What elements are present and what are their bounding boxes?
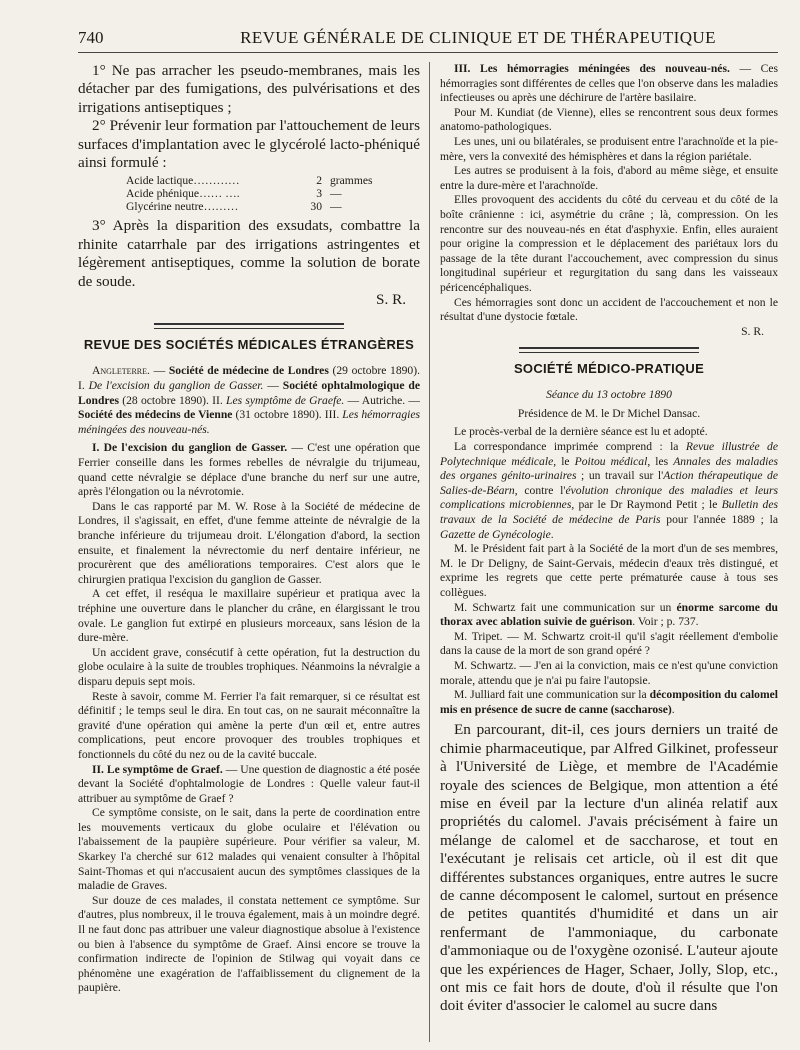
article-graef-p3: Sur douze de ces malades, il constata nettement ce symptôme. Sur d'autres, plus nombreux, il le trouva également, mais à un moindre degré. Il ne faut donc pas attribuer une valeur diagnostique absolue à l'existence ou bien à l'absence du symptôme de Graef. Ainsi encore se trouve la confirmation indirecte de l'opinion de Stilwag qui voyait dans ce phénomène une exagération de l'affaiblissement du clignement de la paupière. <box>78 893 420 995</box>
running-header <box>78 28 778 53</box>
article-gasser-p3: A cet effet, il reséqua le maxillaire supérieur et pratiqua avec la tréphine une ouverture dans le plancher du crâne, en élargissant le trou ovale. Le ganglion fut extirpé en plusieurs morceaux, sans lésion de la dure-mère. <box>78 587 420 645</box>
treatment-item-3: 3° Après la disparition des exsudats, combattre la rhinite catarrhale par des irrigations astringentes et légèrement antiseptiques, comme la solution de borate de soude. <box>78 217 420 290</box>
article-hemorrhages-p1: III. Les hémorragies méningées des nouveau-nés. — Ces hémorragies sont différentes de celles que l'on observe dans les maladies infectieuses ou après une déchirure de l'artère basilaire. <box>440 62 778 105</box>
recipe-line: Acide lactique………… 2 grammes <box>126 174 373 188</box>
julliard-communication: M. Julliard fait une communication sur la décomposition du calomel mis en présence de sucre de canne (saccharose). <box>440 688 778 716</box>
article-gasser-p2: Dans le cas rapporté par M. W. Rose à la Société de médecine de Londres, il s'agissait, en effet, d'une femme atteinte de névralgie de la branche inférieure du trijumeau droit. L'élongation d'abord, la section ensuite, et finalement la névrectomie du nerf dentaire inférieur, ne procurèrent que des améliorations temporaires. C'est alors que le chirurgien pratiqua l'excision du ganglion de Gasser. <box>78 499 420 586</box>
article-hemorrhages-p5: Elles provoquent des accidents du côté du cerveau et du côté de la boîte crânienne : ici, asymétrie du crâne ; là, compression. On les rencontre sur des nouveau-nés en état d'asphyxie. Enfin, elles auraient pour origine la compression et le déplacement des pariétaux lors du passage de la tête durant l'accouchement, avec compression du sinus longitudinal supérieur et regurgitation du sang dans les vaisseaux péricencéphaliques. <box>440 193 778 294</box>
minutes-adopted: Le procès-verbal de la dernière séance est lu et adopté. <box>454 425 708 439</box>
article-title-gasser: I. De l'excision du ganglion de Gasser. <box>92 441 288 455</box>
article-title-graef: II. Le symptôme de Graef. <box>92 762 223 776</box>
ornamental-rule <box>519 347 699 353</box>
article-hemorrhages-p4: Les autres se produisent à la fois, d'abord au même siège, et ensuite entre la dure-mère et l'arachnoïde. <box>440 164 778 192</box>
tripet-question: M. Tripet. — M. Schwartz croit-il qu'il s'agit réellement d'embolie dans la cause de la mort de son grand opéré ? <box>440 629 778 658</box>
calomel-discussion: En parcourant, dit-il, ces jours derniers un traité de chimie pharmaceutique, par Alfred Gilkinet, professeur à l'Université de Liège, et membre de l'Académie royale des sciences de Belgique, mon attention a été mise en éveil par la lecture d'un alinéa relatif aux propriétés du calomel. J'avais précisément à faire un mélange de calomel et de saccharose, et tout en l'exécutant je relisais cet article, où il est dit que différentes substances organiques, entre autres le sucre de canne décomposent le calomel, surtout en présence de petites quantités d'humidité et dans un air renfermant de l'ammoniaque, du carbonate d'ammoniaque ou de l'oxygène ozonisé. L'auteur ajoute que les expériences de Hager, Schaer, Jolly, Slop, etc., ont mis ce fait hors de doute, d'où il résulte que l'on doit éviter d'associer le calomel au sucre dans <box>440 721 778 1015</box>
section-summary: Angleterre. — Société de médecine de Londres (29 octobre 1890). I. De l'excision du ganglion de Gasser. — Société ophtalmologique de Londres (28 octobre 1890). II. Les symptôme de Graefe. — Autriche. — Société des médecins de Vienne (31 octobre 1890). III. Les hémorragies méningées des nouveau-nés. <box>78 364 420 436</box>
treatment-item-2: 2° Prévenir leur formation par l'attouchement de leurs surfaces d'implantation avec le glycérolé lacto-phéniqué ainsi formulé : <box>78 117 420 172</box>
author-initials: S. R. <box>741 324 764 338</box>
president-announcement: M. le Président fait part à la Société de la mort d'un de ses membres, M. le Dr Deligny, de Saint-Gervais, médecin d'eaux très distingué, et exprime les regrets que cette perte prématurée cause à tous ses collègues. <box>440 542 778 599</box>
treatment-item-1: 1° Ne pas arracher les pseudo-membranes, mais les détacher par des fumigations, des pulvérisations et des irrigations antiseptiques ; <box>78 62 420 116</box>
presidency-line: Présidence de M. le Dr Michel Dansac. <box>517 406 701 420</box>
session-date: Séance du 13 octobre 1890 <box>546 388 672 402</box>
article-gasser-p4: Un accident grave, consécutif à cette opération, fut la destruction du globe oculaire à la suite de troubles trophiques. Néanmoins la névralgie a disparu depuis sept mois. <box>78 645 420 688</box>
article-graef-p2: Ce symptôme consiste, on le sait, dans la perte de coordination entre les mouvements verticaux du globe oculaire et l'élévation ou l'abaissement de la paupière supérieure. Pour vérifier sa valeur, M. Skarkey l'a cherché sur 612 malades qui venaient consulter à l'hôpital Saint-Thomas et qui n'accusaient aucun des symptômes classiques de la maladie de Graves. <box>78 806 420 893</box>
page-number: 740 <box>78 28 104 47</box>
right-column <box>440 62 778 1040</box>
section-heading-medico-pratique: SOCIÉTÉ MÉDICO-PRATIQUE <box>513 361 705 377</box>
section-heading-foreign-societies: REVUE DES SOCIÉTÉS MÉDICALES ÉTRANGÈRES <box>83 337 415 353</box>
formula-recipe <box>126 174 420 213</box>
column-divider <box>429 62 430 1042</box>
schwartz-reply: M. Schwartz. — J'en ai la conviction, mais ce n'est qu'une conviction morale, attendu que je n'ai pu faire l'autopsie. <box>440 658 778 687</box>
running-title: REVUE GÉNÉRALE DE CLINIQUE ET DE THÉRAPEUTIQUE <box>240 28 716 47</box>
ornamental-rule <box>154 323 344 329</box>
correspondence-paragraph: La correspondance imprimée comprend : la Revue illustrée de Polytechnique médicale, le Poitou médical, les Annales des maladies des organes génito-urinaires ; un travail sur l'Action thérapeutique de Salies-de-Béarn, contre l'évolution chronique des maladies et leurs complications microbiennes, par le Dr Raymond Petit ; le Bulletin des travaux de la Société de médecine de Paris pour l'année 1889 ; la Gazette de Gynécologie. <box>440 440 778 541</box>
article-hemorrhages-p6: Ces hémorragies sont donc un accident de l'accouchement et non le résultat d'une dystocie fœtale. <box>440 295 778 324</box>
article-title-hemorrhages: III. Les hémorragies méningées des nouveau-nés. <box>454 62 730 75</box>
article-gasser-p5: Reste à savoir, comme M. Ferrier l'a fait remarquer, si ce résultat est définitif ; le temps seul le dira. En tout cas, on ne saurait méconnaître la gravité d'une opération qui amène la perte d'un œil et, entre autres complications, peut encore provoquer des troubles trophiques et fonctionnels du côté du nez ou de la cavité buccale. <box>78 689 420 761</box>
author-initials: S. R. <box>376 291 406 309</box>
recipe-line: Acide phénique…… …. 3 — <box>126 187 342 201</box>
recipe-line: Glycérine neutre……… 30 — <box>126 200 342 214</box>
article-graef-p1: II. Le symptôme de Graef. — Une question de diagnostic a été posée devant la Société d'ophtalmologie de Londres : Quelle valeur faut-il attribuer au symptôme de Graef ? <box>78 762 420 805</box>
left-column <box>78 62 420 1040</box>
article-hemorrhages-p3: Les unes, uni ou bilatérales, se produisent entre l'arachnoïde et la pie-mère, vers la convexité des hémisphères et dans la région pariétale. <box>440 134 778 163</box>
article-hemorrhages-p2: Pour M. Kundiat (de Vienne), elles se rencontrent sous deux formes anatomo-pathologiques. <box>440 105 778 134</box>
schwartz-communication: M. Schwartz fait une communication sur un énorme sarcome du thorax avec ablation suivie de guérison. Voir ; p. 737. <box>440 600 778 629</box>
article-gasser-p1: I. De l'excision du ganglion de Gasser. — C'est une opération que Ferrier conseille dans les formes rebelles de névralgie du trijumeau, quand cette névralgie se déplace d'une branche du nerf sur une autre, après l'élongation ou la névrotomie. <box>78 441 420 499</box>
